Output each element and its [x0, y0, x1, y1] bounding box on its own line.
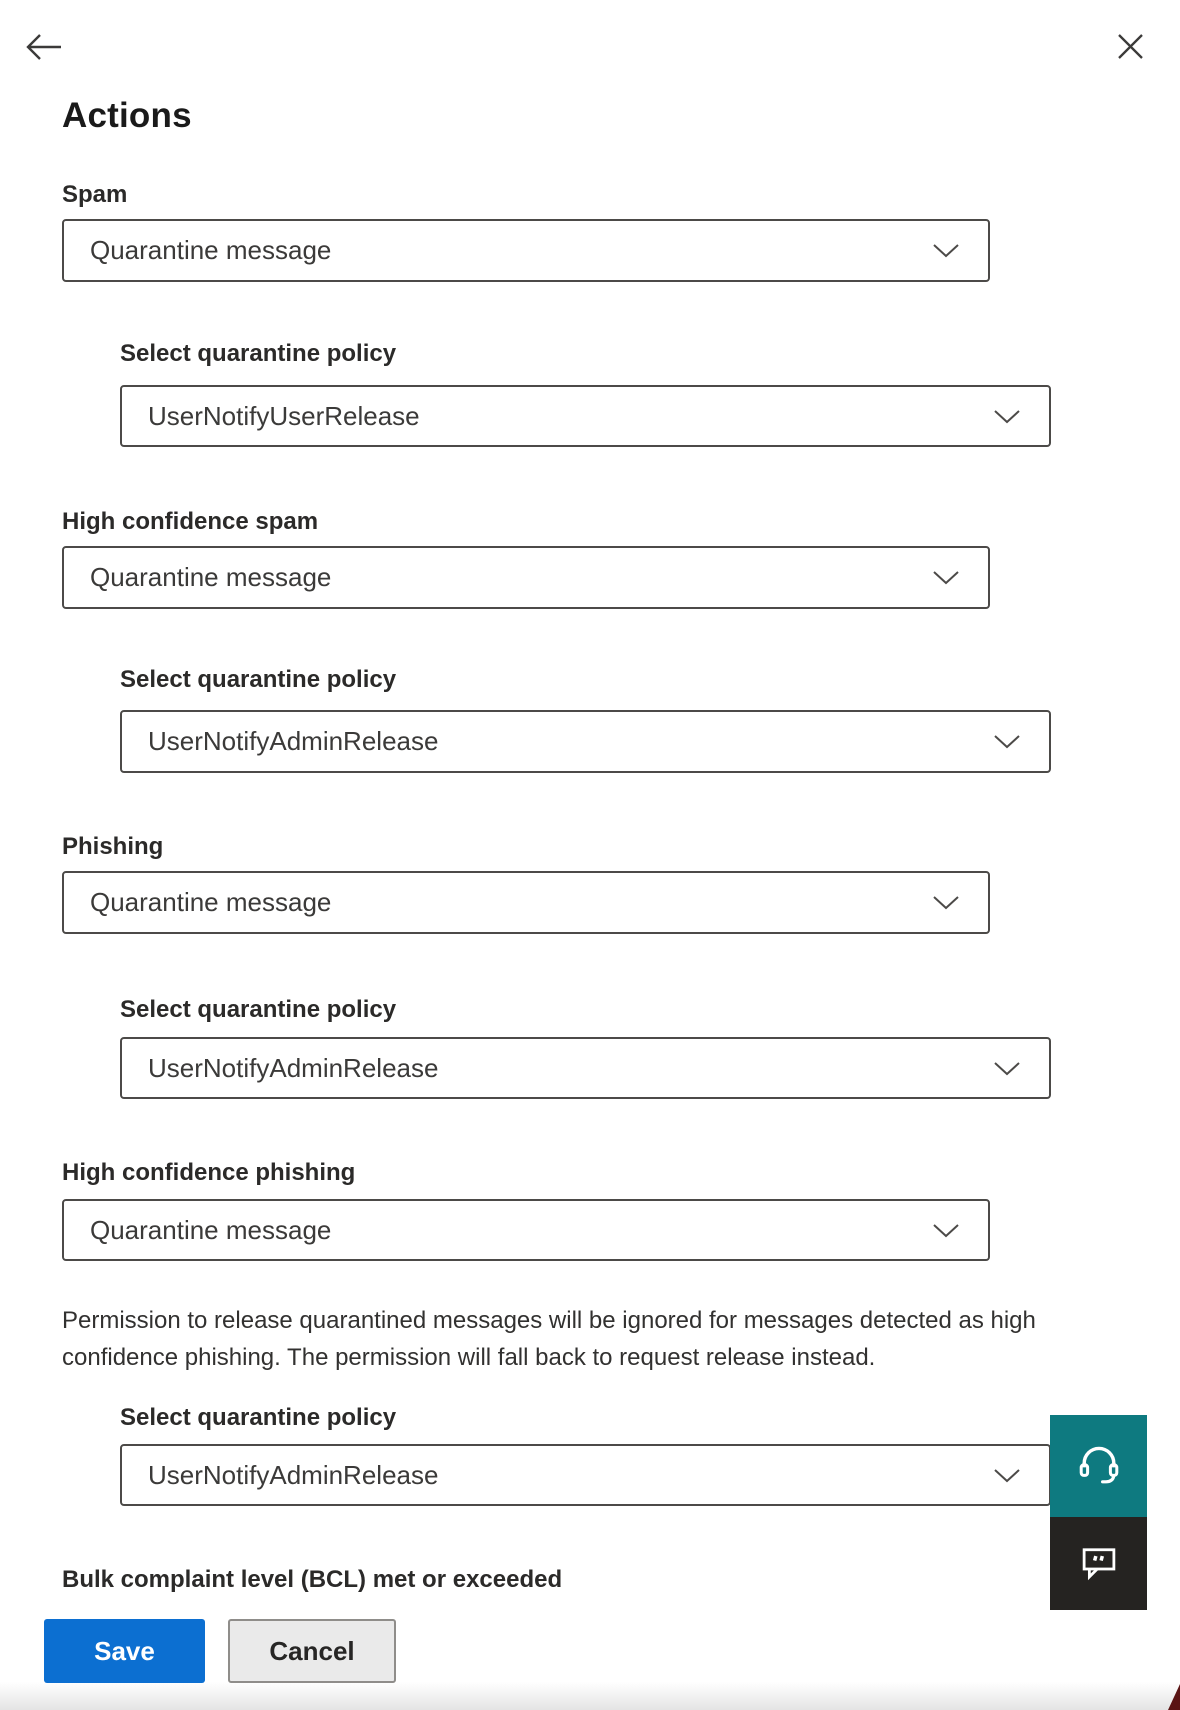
cancel-button[interactable]: Cancel: [228, 1619, 396, 1683]
high-confidence-spam-action-dropdown[interactable]: [62, 546, 990, 609]
back-button[interactable]: [22, 26, 66, 70]
high-confidence-phishing-policy-value: UserNotifyAdminRelease: [148, 1459, 439, 1490]
phishing-policy-label: Select quarantine policy: [120, 996, 397, 1023]
chevron-down-icon: [932, 895, 960, 910]
phishing-label: Phishing: [62, 833, 164, 860]
phishing-action-value: Quarantine message: [90, 887, 332, 917]
chevron-down-icon: [993, 409, 1021, 424]
high-confidence-spam-policy-dropdown[interactable]: [120, 710, 1051, 773]
spam-policy-label: Select quarantine policy: [120, 340, 397, 367]
spam-policy-dropdown[interactable]: [120, 385, 1051, 447]
spam-label: Spam: [62, 181, 128, 208]
close-icon: [1117, 33, 1144, 63]
spam-action-dropdown[interactable]: [62, 219, 990, 282]
chevron-down-icon: [932, 570, 960, 585]
bulk-complaint-label: Bulk complaint level (BCL) met or exceeded: [62, 1566, 563, 1593]
close-button[interactable]: [1108, 26, 1152, 70]
save-button[interactable]: Save: [44, 1619, 205, 1683]
phishing-policy-value: UserNotifyAdminRelease: [148, 1052, 439, 1083]
chevron-down-icon: [993, 1061, 1021, 1076]
feedback-button[interactable]: [1050, 1517, 1147, 1610]
high-confidence-phishing-policy-dropdown[interactable]: [120, 1444, 1051, 1506]
high-confidence-phishing-label: High confidence phishing: [62, 1159, 356, 1186]
high-confidence-spam-policy-label: Select quarantine policy: [120, 666, 397, 693]
high-confidence-phishing-note: Permission to release quarantined messages will be ignored for messages detected as high confidence phishing. The permission will fall back to request release instead.: [62, 1307, 1036, 1371]
chevron-down-icon: [932, 243, 960, 258]
chat-bubble-icon: [1078, 1541, 1120, 1586]
page-title: Actions: [62, 96, 192, 135]
chevron-down-icon: [993, 734, 1021, 749]
back-arrow-icon: [25, 32, 63, 65]
high-confidence-spam-action-value: Quarantine message: [90, 562, 332, 592]
headset-icon: [1075, 1441, 1123, 1492]
spam-action-value: Quarantine message: [90, 235, 332, 265]
high-confidence-phishing-policy-label: Select quarantine policy: [120, 1404, 397, 1431]
high-confidence-spam-policy-value: UserNotifyAdminRelease: [148, 726, 439, 756]
phishing-policy-dropdown[interactable]: [120, 1037, 1051, 1099]
bulk-complaint-section: [62, 1566, 762, 1594]
spam-policy-value: UserNotifyUserRelease: [148, 400, 420, 431]
chevron-down-icon: [993, 1468, 1021, 1483]
high-confidence-phishing-action-dropdown[interactable]: [62, 1199, 990, 1261]
chevron-down-icon: [932, 1223, 960, 1238]
high-confidence-spam-label: High confidence spam: [62, 508, 319, 535]
help-button[interactable]: [1050, 1415, 1147, 1517]
high-confidence-phishing-action-value: Quarantine message: [90, 1214, 332, 1245]
phishing-action-dropdown[interactable]: [62, 871, 990, 934]
